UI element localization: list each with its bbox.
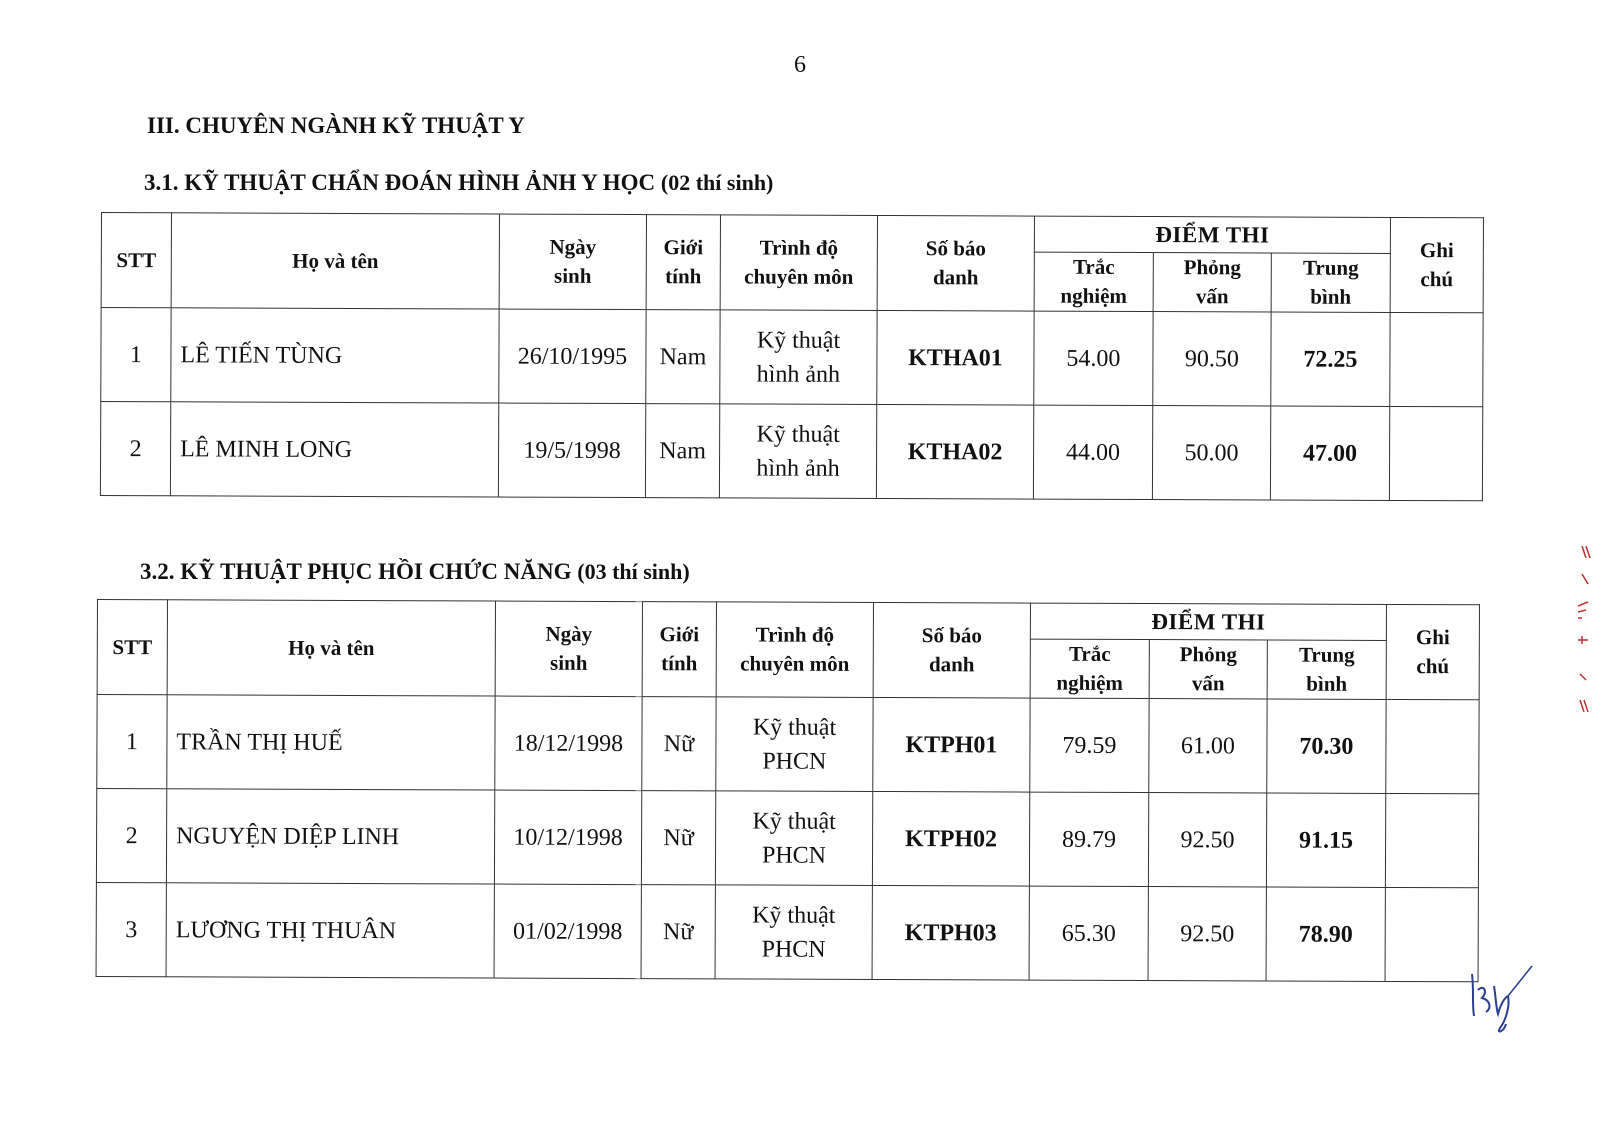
cell-stt: 2 (96, 789, 166, 883)
cell-gender: Nữ (642, 697, 716, 791)
cell-interview-score: 92.50 (1148, 887, 1266, 981)
cell-test-score: 89.79 (1029, 792, 1148, 886)
cell-test-score: 79.59 (1030, 698, 1149, 792)
header-interview-score: Phỏng vấn (1149, 640, 1267, 699)
cell-note (1389, 406, 1482, 500)
header-name: Họ và tên (171, 213, 499, 309)
header-interview-score: Phỏng vấn (1153, 253, 1271, 312)
edge-marks (1572, 540, 1596, 720)
cell-average-score: 91.15 (1266, 793, 1385, 887)
cell-candidate-number: KTHA01 (877, 310, 1034, 405)
results-table-1 (100, 212, 1484, 501)
cell-stt: 3 (96, 882, 166, 976)
table-row (100, 402, 1482, 501)
results-table-2 (96, 599, 1480, 982)
cell-qualification: Kỹ thuật PHCN (716, 697, 873, 792)
cell-note (1385, 793, 1478, 887)
header-stt: STT (101, 213, 171, 308)
header-test-score: Trắc nghiệm (1034, 252, 1153, 311)
header-average-score: Trung bình (1267, 640, 1386, 699)
section-title: III. CHUYÊN NGÀNH KỸ THUẬT Y (147, 113, 525, 138)
cell-interview-score: 61.00 (1149, 699, 1267, 793)
cell-dob: 10/12/1998 (494, 790, 641, 885)
cell-test-score: 54.00 (1034, 311, 1153, 405)
page-number: 6 (794, 52, 806, 78)
cell-dob: 01/02/1998 (494, 884, 641, 979)
cell-name: TRẦN THỊ HUẾ (167, 695, 495, 790)
cell-gender: Nữ (641, 791, 715, 885)
cell-average-score: 70.30 (1267, 699, 1386, 793)
cell-test-score: 44.00 (1033, 405, 1152, 499)
cell-qualification: Kỹ thuật PHCN (715, 791, 872, 886)
header-gender: Giới tính (646, 215, 720, 310)
cell-dob: 18/12/1998 (495, 696, 642, 791)
table-row (97, 695, 1479, 794)
header-note: Ghi chú (1390, 217, 1483, 312)
cell-interview-score: 90.50 (1153, 312, 1271, 406)
cell-candidate-number: KTPH03 (872, 885, 1029, 980)
cell-name: LƯƠNG THỊ THUÂN (166, 883, 494, 978)
cell-name: LÊ MINH LONG (170, 402, 498, 497)
header-gender: Giới tính (642, 602, 716, 697)
candidate-count: (03 thí sinh) (577, 559, 690, 584)
table-row (101, 308, 1483, 407)
cell-gender: Nam (646, 310, 720, 404)
cell-stt: 1 (97, 695, 167, 789)
header-qualification: Trình độ chuyên môn (716, 602, 873, 698)
cell-qualification: Kỹ thuật hình ảnh (720, 310, 877, 405)
header-note: Ghi chú (1386, 604, 1479, 699)
cell-average-score: 72.25 (1271, 312, 1390, 406)
cell-candidate-number: KTPH01 (873, 697, 1030, 792)
cell-gender: Nữ (641, 885, 715, 979)
signature-mark (1460, 962, 1540, 1042)
cell-dob: 26/10/1995 (499, 309, 646, 404)
header-scores: ĐIỂM THI (1030, 603, 1386, 640)
header-name: Họ và tên (167, 600, 495, 696)
cell-name: LÊ TIẾN TÙNG (171, 308, 499, 403)
table-row (96, 789, 1478, 888)
header-qualification: Trình độ chuyên môn (720, 215, 877, 311)
subsection-title-text: 3.1. KỸ THUẬT CHẨN ĐOÁN HÌNH ẢNH Y HỌC (144, 170, 656, 195)
header-stt: STT (97, 600, 167, 695)
cell-stt: 1 (101, 308, 171, 402)
table-row (96, 882, 1478, 981)
cell-interview-score: 50.00 (1152, 406, 1270, 500)
header-candidate-number: Số báo danh (873, 602, 1030, 698)
cell-average-score: 47.00 (1270, 406, 1389, 500)
cell-candidate-number: KTPH02 (872, 791, 1029, 886)
subsection-title-text: 3.2. KỸ THUẬT PHỤC HỒI CHỨC NĂNG (140, 559, 572, 584)
header-average-score: Trung bình (1271, 253, 1390, 312)
header-candidate-number: Số báo danh (877, 215, 1034, 311)
cell-average-score: 78.90 (1266, 887, 1385, 981)
cell-candidate-number: KTHA02 (876, 404, 1033, 499)
header-test-score: Trắc nghiệm (1030, 639, 1149, 698)
cell-interview-score: 92.50 (1148, 793, 1266, 887)
cell-name: NGUYỆN DIỆP LINH (166, 789, 494, 884)
subsection-title-1 (144, 170, 773, 196)
subsection-title-2 (140, 559, 690, 585)
cell-qualification: Kỹ thuật hình ảnh (719, 404, 876, 499)
cell-dob: 19/5/1998 (498, 403, 645, 498)
cell-note (1390, 312, 1483, 406)
cell-test-score: 65.30 (1029, 886, 1148, 980)
header-scores: ĐIỂM THI (1034, 216, 1390, 253)
header-dob: Ngày sinh (495, 601, 642, 697)
candidate-count: (02 thí sinh) (660, 170, 774, 195)
cell-stt: 2 (100, 402, 170, 496)
cell-qualification: Kỹ thuật PHCN (715, 885, 872, 980)
header-dob: Ngày sinh (499, 214, 646, 310)
cell-note (1386, 699, 1479, 793)
cell-gender: Nam (645, 404, 719, 498)
